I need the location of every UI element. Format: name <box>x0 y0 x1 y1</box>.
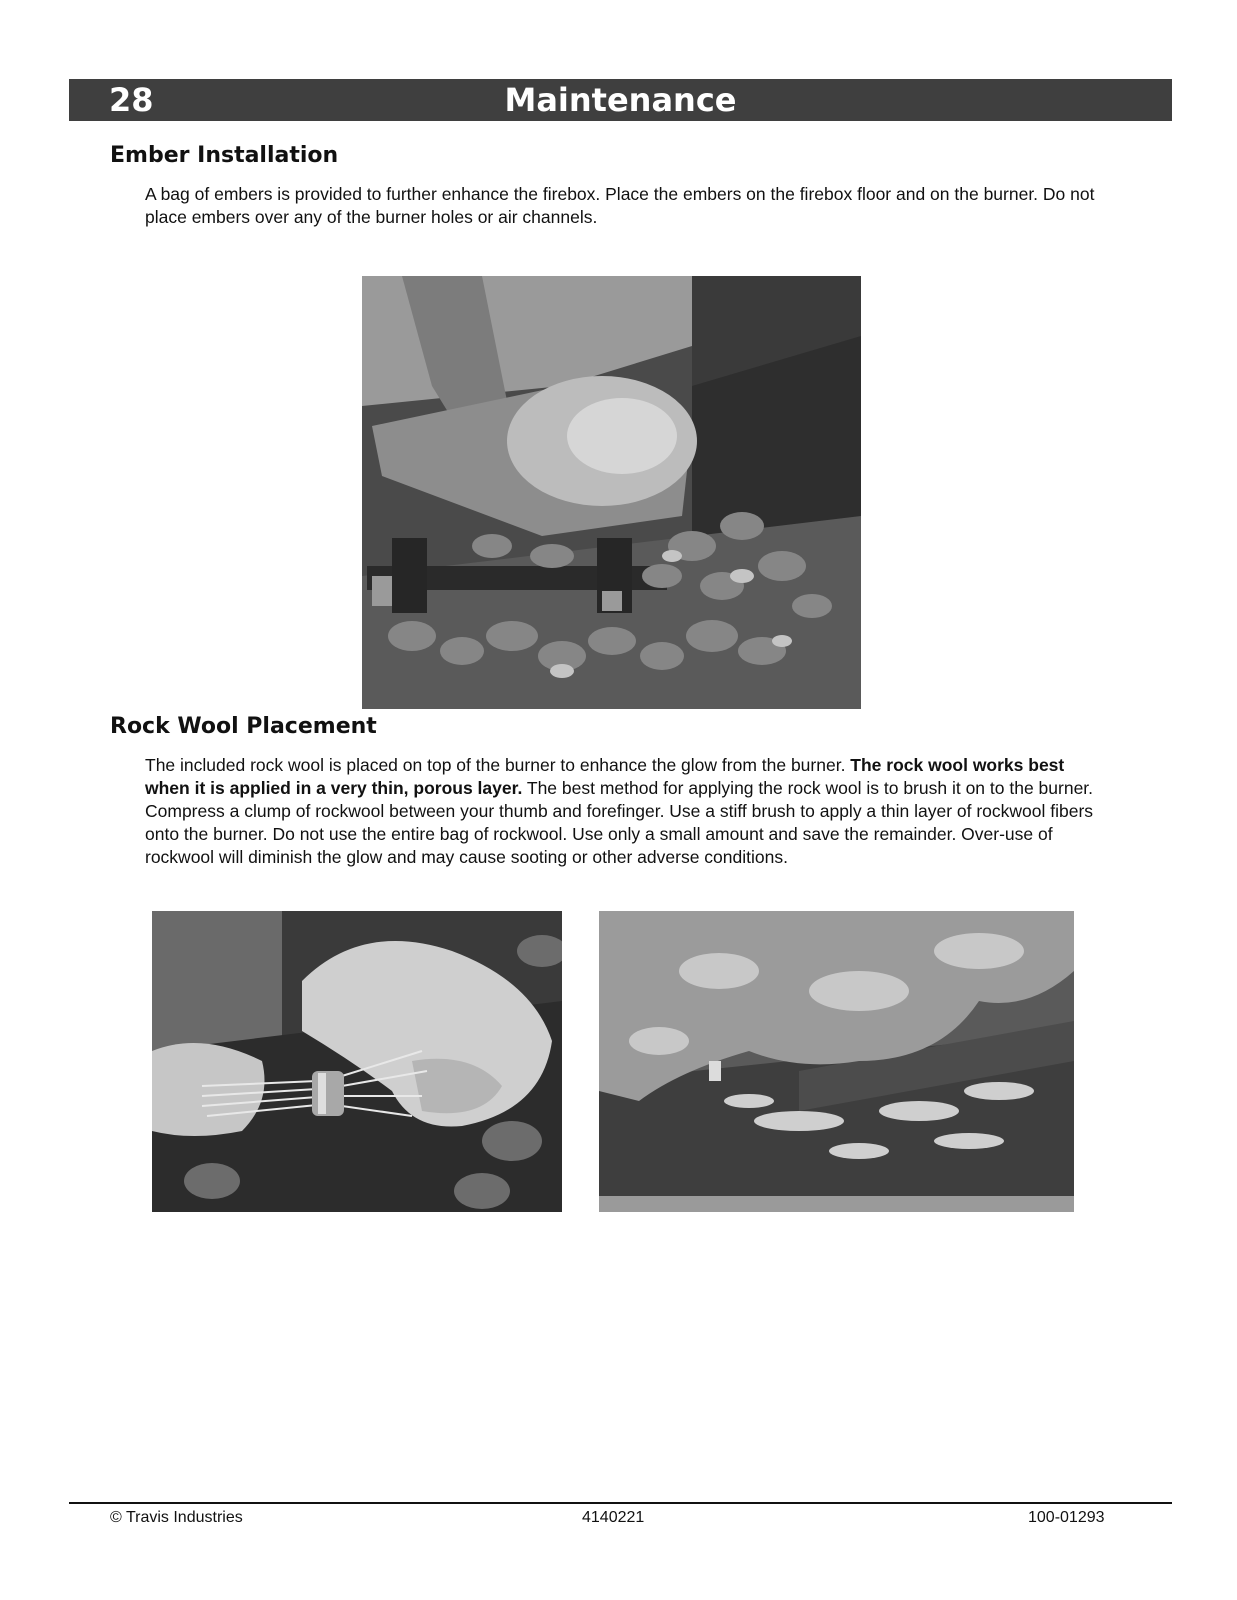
footer-rule <box>69 1502 1172 1504</box>
ember-installation-text: A bag of embers is provided to further enhance the firebox. Place the embers on the firebox floor and on the burner. Do not place embers over any of the burner holes or air channels. <box>145 184 1095 227</box>
rock-wool-on-burner-photo <box>599 911 1074 1212</box>
rock-wool-text-rest: The best method for applying the rock wool is to brush it on to the burner. Compress a clump of rockwool between your thumb and forefinger. Use a stiff brush to apply a thin layer of rockwool fibers onto the burner. Do not use the entire bag of rockwool. Use only a small amount and save the remainder. Over-use of rockwool will diminish the glow and may cause sooting or other adverse conditions. <box>145 778 1094 867</box>
page-title: Maintenance <box>504 81 737 119</box>
footer-copyright: © Travis Industries <box>110 1509 243 1526</box>
page-header-bar <box>69 79 1172 121</box>
rock-wool-placement-heading: Rock Wool Placement <box>110 714 377 739</box>
footer-part-number: 4140221 <box>582 1509 645 1526</box>
rock-wool-placement-text <box>145 754 1095 869</box>
page-number: 28 <box>109 81 154 119</box>
rock-wool-text-emphasis: The rock wool works best when it is applied in a very thin, porous layer. <box>145 755 1065 798</box>
ember-installation-heading: Ember Installation <box>110 143 339 168</box>
rock-wool-brush-photo <box>152 911 562 1212</box>
footer-document-number: 100-01293 <box>1028 1509 1105 1526</box>
rock-wool-text-lead: The included rock wool is placed on top of the burner to enhance the glow from the burner. <box>145 755 851 775</box>
ember-placement-photo <box>362 276 861 709</box>
